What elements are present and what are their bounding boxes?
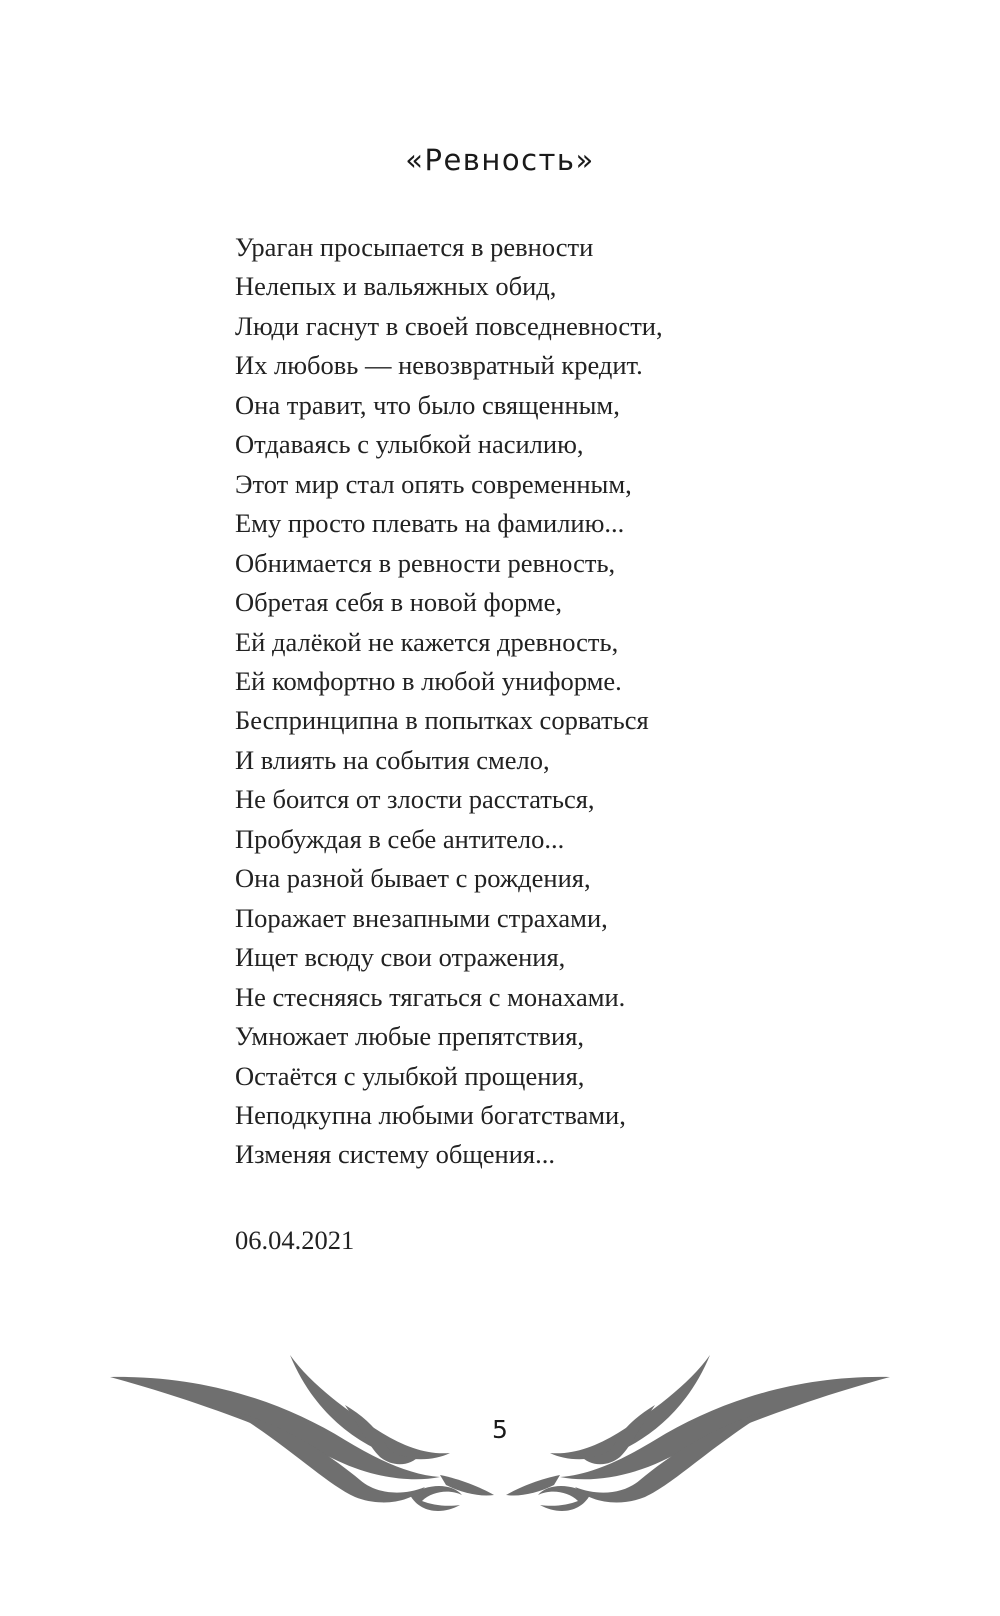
poem-line: Ищет всюду свои отражения,: [235, 942, 566, 973]
poem-line: Этот мир стал опять современным,: [235, 468, 632, 499]
poem-body: [235, 228, 663, 1175]
poem-date: 06.04.2021: [235, 1225, 355, 1255]
poem-line: Обретая себя в новой форме,: [235, 587, 562, 618]
poem-title: «Ревность»: [405, 143, 595, 177]
poem-line: Изменяя систему общения...: [235, 1139, 555, 1170]
poem-line: Пробуждая в себе антитело...: [235, 823, 565, 854]
poem-line: Их любовь — невозвратный кредит.: [235, 350, 643, 381]
poem-line: Отдаваясь с улыбкой насилию,: [235, 429, 584, 460]
poem-line: Ураган просыпается в ревности: [235, 232, 594, 262]
poem-line: Остаётся с улыбкой прощения,: [235, 1060, 585, 1091]
poem-line: Нелепых и вальяжных обид,: [235, 271, 557, 302]
poem-line: Она травит, что было священным,: [235, 389, 620, 420]
poem-line: Она разной бывает с рождения,: [235, 863, 591, 894]
poem-line: И влиять на события смело,: [235, 744, 550, 775]
page-number: 5: [492, 1415, 508, 1444]
poem-line: Люди гаснут в своей повседневности,: [235, 310, 663, 341]
poem-line: Беспринципна в попытках сорваться: [235, 705, 649, 736]
poem-line: Ей далёкой не кажется древность,: [235, 626, 619, 657]
poem-line: Не стесняясь тягаться с монахами.: [235, 981, 626, 1012]
poem-line: Поражает внезапными страхами,: [235, 902, 608, 933]
poem-line: Обнимается в ревности ревность,: [235, 547, 616, 578]
poem-line: Неподкупна любыми богатствами,: [235, 1099, 626, 1130]
poem-line: Умножает любые препятствия,: [235, 1021, 585, 1052]
poem-line: Ей комфортно в любой униформе.: [235, 665, 622, 696]
poem-line: Ему просто плевать на фамилию...: [235, 508, 625, 539]
poem-line: Не боится от злости расстаться,: [235, 784, 595, 815]
